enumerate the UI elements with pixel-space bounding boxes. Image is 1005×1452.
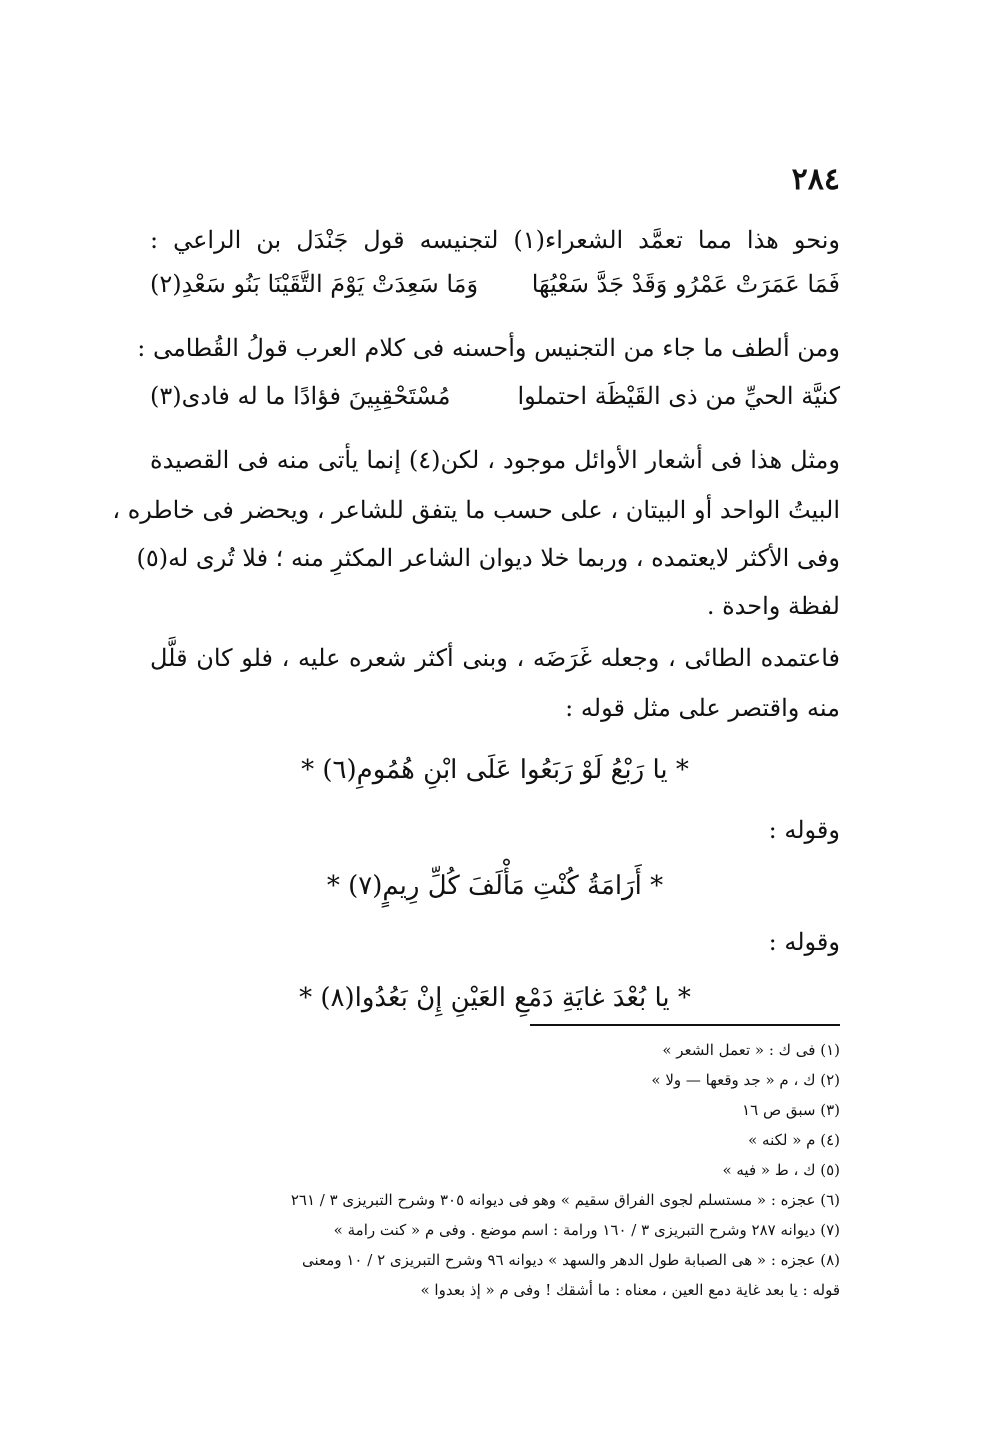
footnote-separator — [530, 1024, 840, 1026]
quote-label: وقوله : — [768, 816, 840, 844]
paragraph-line: وفى الأكثر لايعتمده ، وربما خلا ديوان الشاعر المكثرِ منه ؛ فلا تُرى له(٥) — [136, 544, 840, 572]
verse-jandal — [150, 266, 840, 302]
footnote: (٨) عجزه : « هى الصبابة طول الدهر والسهد » ديوانه ٩٦ وشرح التبريزى ٢ / ١٠ ومعنى — [302, 1251, 840, 1269]
footnote: (٦) عجزه : « مستسلم لجوى الفراق سقيم » وهو فى ديوانه ٣٠٥ وشرح التبريزى ٣ / ٢٦١ — [290, 1191, 840, 1209]
verse-first-hemistich: فَمَا عَمَرَتْ عَمْرُو وَقَدْ جَدَّ سَعْيُهَا — [531, 270, 840, 298]
verse-second-hemistich: مُسْتَحْقِبِينَ فؤادًا ما له فادى(٣) — [150, 382, 451, 410]
footnote: (٤) م « لكنه » — [748, 1131, 840, 1149]
verse-first-hemistich: كنيَّة الحيِّ من ذى القَيْظَة احتملوا — [517, 382, 840, 410]
paragraph-line: فاعتمده الطائى ، وجعله غَرَضَه ، وبنى أكثر شعره عليه ، فلو كان قلَّل — [150, 644, 840, 672]
footnote-continuation: قوله : يا بعد غاية دمع العين ، معناه : ما أشقك ! وفى م « إذ بعدوا » — [420, 1281, 840, 1299]
verse-second-hemistich: وَمَا سَعِدَتْ يَوْمَ التَّقَيْنَا بَنُو سَعْدِ(٢) — [150, 270, 479, 298]
paragraph-line: ومثل هذا فى أشعار الأوائل موجود ، لكن(٤) إنما يأتى منه فى القصيدة — [150, 446, 840, 474]
qutami-intro-line: ومن ألطف ما جاء من التجنيس وأحسنه فى كلام العرب قولُ القُطامى : — [137, 334, 840, 362]
quoted-hemistich: * يا رَبْعُ لَوْ رَبَعُوا عَلَى ابْنِ هُمُومِ(٦) * — [301, 755, 689, 785]
quoted-hemistich: * يا بُعْدَ غايَةِ دَمْعِ العَيْنِ إِنْ بَعُدُوا(٨) * — [299, 983, 691, 1013]
paragraph-line: لفظة واحدة . — [706, 592, 840, 620]
page-number: ٢٨٤ — [791, 162, 840, 197]
footnote: (٢) ك ، م « جد وقعها — ولا » — [651, 1071, 840, 1089]
paragraph-line: البيتُ الواحد أو البيتان ، على حسب ما يتفق للشاعر ، ويحضر فى خاطره ، — [112, 496, 840, 524]
footnote: (١) فى ك : « تعمل الشعر » — [662, 1041, 840, 1059]
quoted-hemistich: * أَرَامَةُ كُنْتِ مَأْلَفَ كُلِّ رِيمٍ(٧) * — [326, 871, 664, 901]
paragraph-line: منه واقتصر على مثل قوله : — [565, 694, 840, 722]
footnote: (٣) سبق ص ١٦ — [742, 1101, 840, 1119]
intro-line: ونحو هذا مما تعمَّد الشعراء(١) لتجنيسه قول جَنْدَل بن الراعي : — [150, 226, 840, 254]
quote-label: وقوله : — [768, 928, 840, 956]
verse-qutami — [150, 378, 840, 414]
footnote: (٥) ك ، ط « فيه » — [722, 1161, 840, 1179]
book-page — [112, 160, 840, 1320]
footnote: (٧) ديوانه ٢٨٧ وشرح التبريزى ٣ / ١٦٠ ورامة : اسم موضع . وفى م « كنت رامة » — [333, 1221, 840, 1239]
